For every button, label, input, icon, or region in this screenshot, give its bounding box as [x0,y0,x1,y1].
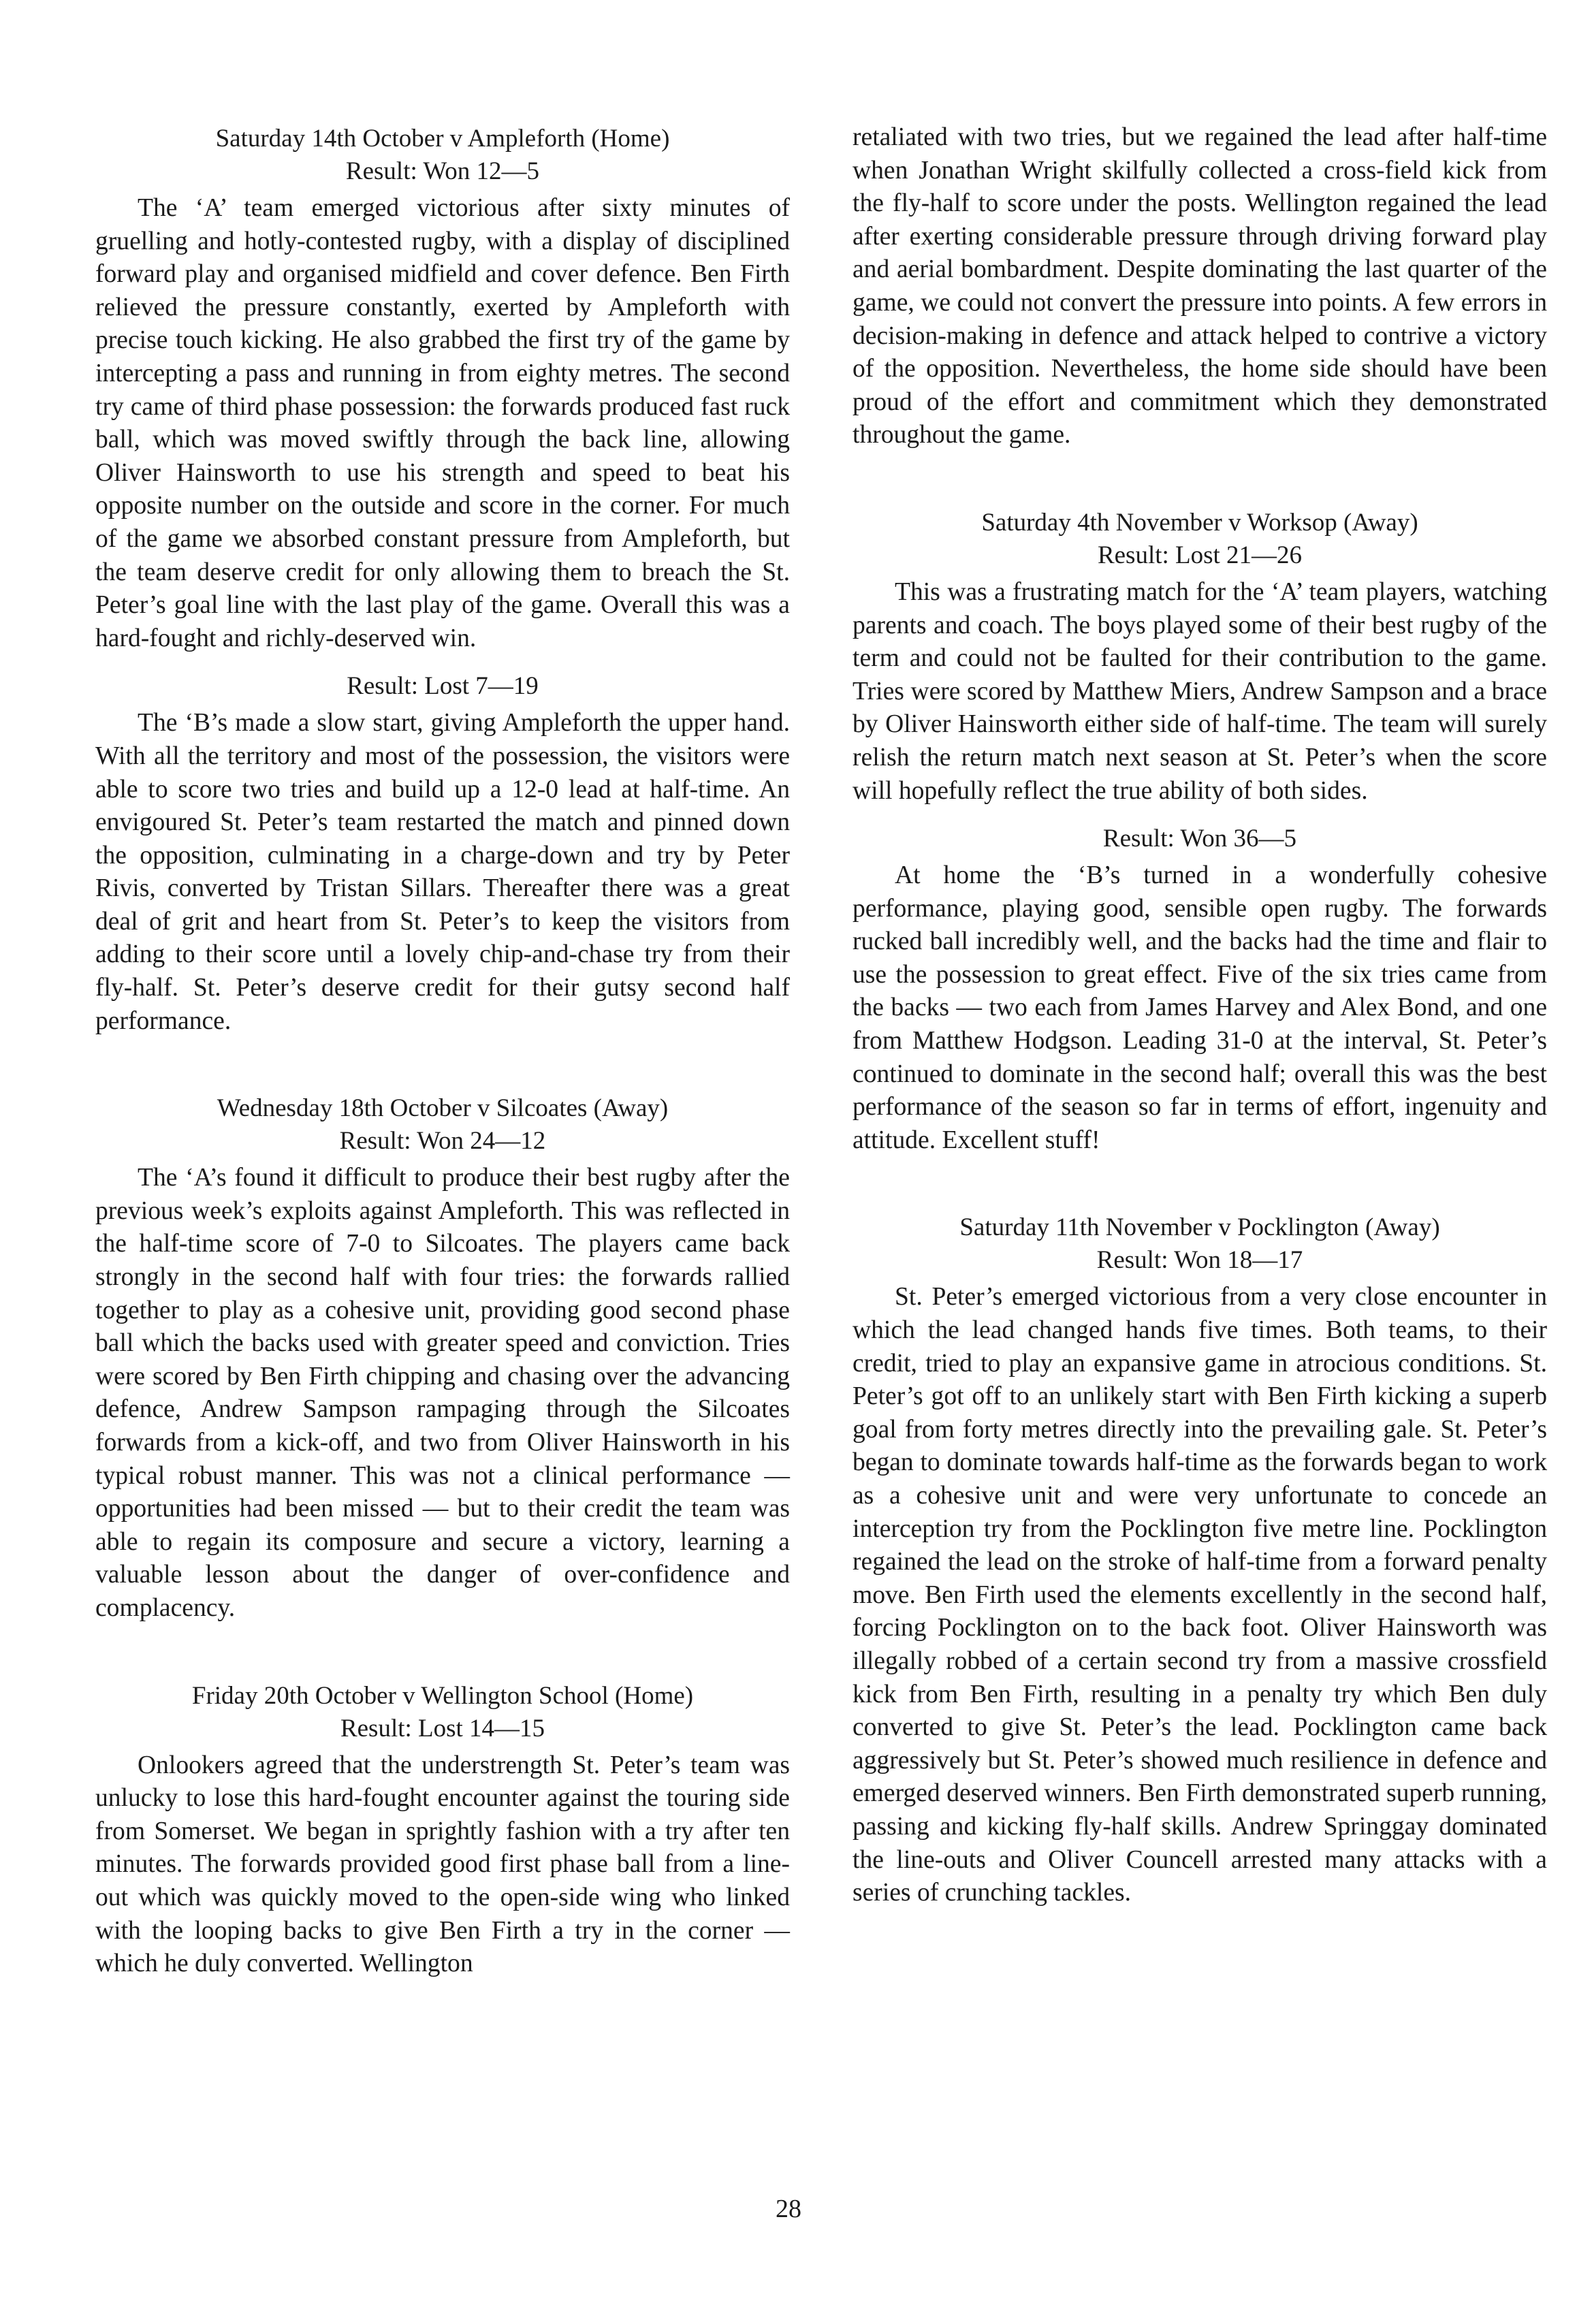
section-spacer [853,1157,1547,1211]
match-paragraph: The ‘A’ team emerged victorious after sixty minutes of gruelling and hotly-contested rugby, with a display of disciplined forward play and organised midfield and cover defence. Ben Firth relieved the pressure constantly, exerted by Ampleforth with precise touch kicking. He also grabbed the first try of the game by intercepting a pass and running in from eighty metres. The second try came of third phase possession: the forwards produced fast ruck ball, which was moved swiftly through the back line, allowing Oliver Hainsworth to use his strength and speed to beat his opposite number on the outside and score in the corner. For much of the game we absorbed constant pressure from Ampleforth, but the team deserve credit for only allowing them to breach the St. Peter’s goal line with the last play of the game. Overall this was a hard-fought and richly-deserved win. [95,194,790,652]
match-paragraph: Onlookers agreed that the understrength St. Peter’s team was unlucky to lose this hard-fought encounter against the touring side from Somerset. We began in sprightly fashion with a try after ten minutes. The forwards provided good first phase ball from a line-out which was quickly moved to the open-side wing who linked with the looping backs to give Ben Firth a try in the corner — which he duly converted. Wellington [95,1751,790,1978]
b-team-result: Result: Won 36—5 [1102,825,1297,853]
match-heading: Saturday 14th October v Ampleforth (Home) [215,125,670,153]
match-heading: Friday 20th October v Wellington School (Home) [191,1681,694,1710]
match-report-pocklington [853,1211,1547,1909]
match-paragraph: The ‘A’s found it difficult to produce their best rugby after the previous week’s exploits against Ampleforth. This was reflected in the half-time score of 7-0 to Silcoates. The players came back strongly in the second half with four tries: the forwards rallied together to play as a cohesive unit, providing good second phase ball which the backs used with greater speed and conviction. Tries were scored by Ben Firth chipping and chasing over the advancing defence, Andrew Sampson rampaging through the Silcoates forwards from a kick-off, and two from Oliver Hainsworth in his typical robust manner. This was not a clinical performance — opportunities had been missed — but to their credit the team was able to regain its composure and secure a victory, learning a valuable lesson about the danger of over-confidence and complacency. [95,1164,790,1622]
match-report-wellington [95,1680,790,1981]
match-result: Result: Won 18—17 [1096,1246,1303,1275]
section-spacer [95,1625,790,1680]
match-result: Result: Lost 14—15 [340,1714,545,1742]
match-result: Result: Lost 21—26 [1097,541,1303,569]
section-spacer [853,452,1547,507]
b-team-paragraph: The ‘B’s made a slow start, giving Ampleforth the upper hand. With all the territory and most of the possession, the visitors were able to score two tries and build up a 12-0 lead at half-time. An envigoured St. Peter’s team restarted the match and pinned down the opposition, culminating in a charge-down and try by Peter Rivis, converted by Tristan Sillars. Thereafter there was a great deal of grit and heart from St. Peter’s to keep the visitors from adding to their score until a lovely chip-and-chase try from their fly-half. St. Peter’s deserve credit for their gutsy second half performance. [95,709,790,1035]
match-paragraph: St. Peter’s emerged victorious from a very close encounter in which the lead changed hands five times. Both teams, to their credit, tried to play an expansive game in atrocious conditions. St. Peter’s got off to an unlikely start with Ben Firth kicking a superb goal from forty metres directly into the prevailing gale. St. Peter’s began to dominate towards half-time as the forwards began to work as a cohesive unit and were very unfortunate to concede an interception try from the Pocklington five metre line. Pocklington regained the lead on the stroke of half-time from a forward penalty move. Ben Firth used the elements excellently in the second half, forcing Pocklington on to the back foot. Oliver Hainsworth was illegally robbed of a certain second try from a massive crossfield kick from Ben Firth, resulting in a penalty try which Ben duly converted to give St. Peter’s the lead. Pocklington came back aggressively but St. Peter’s showed much resilience in defence and emerged deserved winners. Ben Firth demonstrated superb running, passing and kicking fly-half skills. Andrew Springgay dominated the line-outs and Oliver Councell arrested many attacks with a series of crunching tackles. [853,1283,1547,1907]
match-heading: Saturday 11th November v Pocklington (Away) [959,1213,1440,1242]
match-result: Result: Won 12—5 [345,157,540,185]
match-report-silcoates [95,1092,790,1625]
section-spacer [95,1038,790,1092]
b-team-result: Result: Lost 7—19 [347,672,539,701]
match-paragraph: This was a frustrating match for the ‘A’ team players, watching parents and coach. The boys played some of their best rugby of the term and could not be faulted for their contribution to the game. Tries were scored by Matthew Miers, Andrew Sampson and a brace by Oliver Hainsworth either side of half-time. The team will surely relish the return match next season at St. Peter’s when the score will hopefully reflect the true ability of both sides. [853,577,1547,805]
match-heading: Saturday 4th November v Worksop (Away) [981,508,1418,537]
match-result: Result: Won 24—12 [339,1127,546,1156]
left-column [95,123,790,1981]
match-report-worksop [853,507,1547,1158]
page-number: 28 [776,2195,801,2223]
match-heading: Wednesday 18th October v Silcoates (Away) [217,1094,669,1123]
wellington-continued-paragraph: retaliated with two tries, but we regained the lead after half-time when Jonathan Wright skilfully collected a cross-field kick from the fly-half to score under the posts. Wellington regained the lead after exerting considerable pressure through driving forward play and aerial bombardment. Despite dominating the last quarter of the game, we could not convert the pressure into points. A few errors in decision-making in defence and attack helped to contrive a victory of the opposition. Nevertheless, the home side should have been proud of the effort and commitment which they demonstrated throughout the game. [853,123,1547,449]
match-report-ampleforth [95,123,790,1038]
right-column [853,121,1547,1910]
b-team-paragraph: At home the ‘B’s turned in a wonderfully cohesive performance, playing good, sensible open rugby. The forwards rucked ball incredibly well, and the backs had the time and flair to use the possession to great effect. Five of the six tries came from the backs — two each from James Harvey and Alex Bond, and one from Matthew Hodgson. Leading 31-0 at the interval, St. Peter’s continued to dominate in the second half; overall this was the best performance of the season so far in terms of effort, ingenuity and attitude. Excellent stuff! [853,861,1547,1154]
